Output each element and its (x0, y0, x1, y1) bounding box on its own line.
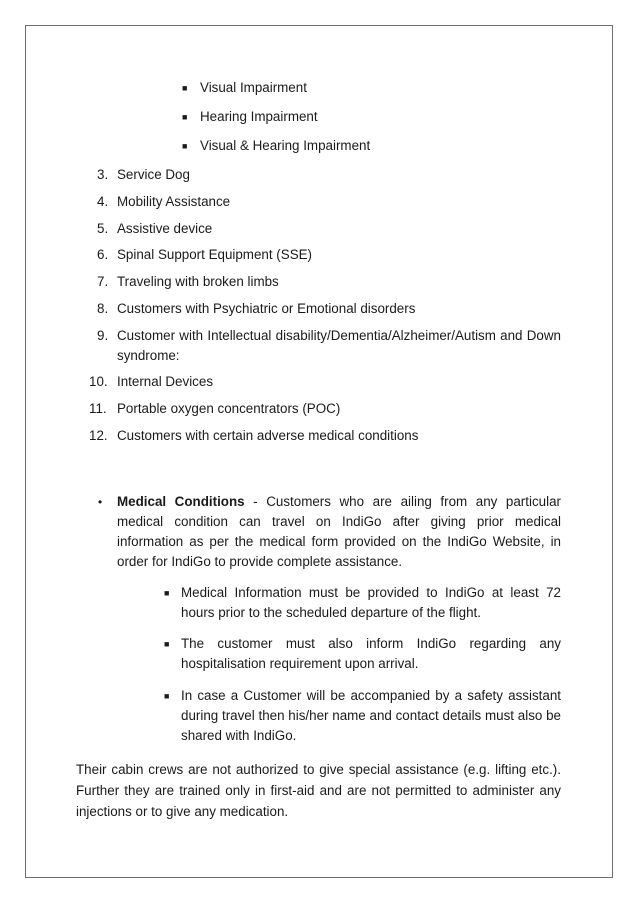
square-bullet-icon: ■ (182, 141, 188, 151)
list-item: Customers with Psychiatric or Emotional disorders (117, 301, 416, 316)
list-item: Mobility Assistance (117, 194, 231, 209)
sub-bullet-item: Visual Impairment (200, 80, 307, 95)
list-item: Customer with Intellectual disability/Dementia/Alzheimer/Autism and Down syndrome: (117, 328, 561, 363)
square-bullet-icon: ■ (164, 639, 170, 649)
medical-sub-bullet-item: In case a Customer will be accompanied by a safety assistant during travel then his/her name and contact details must also be shared with IndiGo. (181, 688, 561, 743)
square-bullet-icon: ■ (182, 83, 188, 93)
medical-conditions-paragraph (117, 492, 561, 572)
medical-conditions-heading: Medical Conditions (117, 494, 245, 509)
medical-sub-bullet-item: The customer must also inform IndiGo regarding any hospitalisation requirement upon arrival. (181, 636, 561, 671)
list-number: 10. (89, 374, 108, 389)
list-number: 4. (97, 194, 109, 209)
square-bullet-icon: ■ (164, 691, 170, 701)
list-number: 11. (89, 401, 107, 416)
closing-paragraph: Their cabin crews are not authorized to give special assistance (e.g. lifting etc.). Further they are trained only in first-aid and are not permitted to administer any injections or to give any medication. (76, 762, 561, 819)
list-item: Portable oxygen concentrators (POC) (117, 401, 341, 416)
list-item: Internal Devices (117, 374, 214, 389)
list-number: 8. (97, 301, 109, 316)
list-number: 5. (97, 221, 109, 236)
medical-sub-bullet-item: Medical Information must be provided to IndiGo at least 72 hours prior to the scheduled departure of the flight. (181, 585, 561, 620)
square-bullet-icon: ■ (164, 588, 170, 598)
list-number: 6. (97, 247, 109, 262)
list-item: Customers with certain adverse medical conditions (117, 428, 419, 443)
list-number: 3. (97, 167, 109, 182)
medical-conditions-text: - Customers who are ailing from any particular medical condition can travel on IndiGo after giving prior medical information as per the medical form provided on the IndiGo Website, in order for IndiGo to provide complete assistance. (117, 494, 561, 569)
list-number: 12. (89, 428, 108, 443)
square-bullet-icon: ■ (182, 112, 188, 122)
round-bullet-icon: • (98, 495, 103, 509)
list-number: 9. (97, 328, 109, 343)
sub-bullet-item: Hearing Impairment (200, 109, 318, 124)
list-item: Assistive device (117, 221, 213, 236)
list-item: Service Dog (117, 167, 190, 182)
list-item: Spinal Support Equipment (SSE) (117, 247, 313, 262)
list-number: 7. (97, 274, 109, 289)
list-item: Traveling with broken limbs (117, 274, 279, 289)
sub-bullet-item: Visual & Hearing Impairment (200, 138, 371, 153)
